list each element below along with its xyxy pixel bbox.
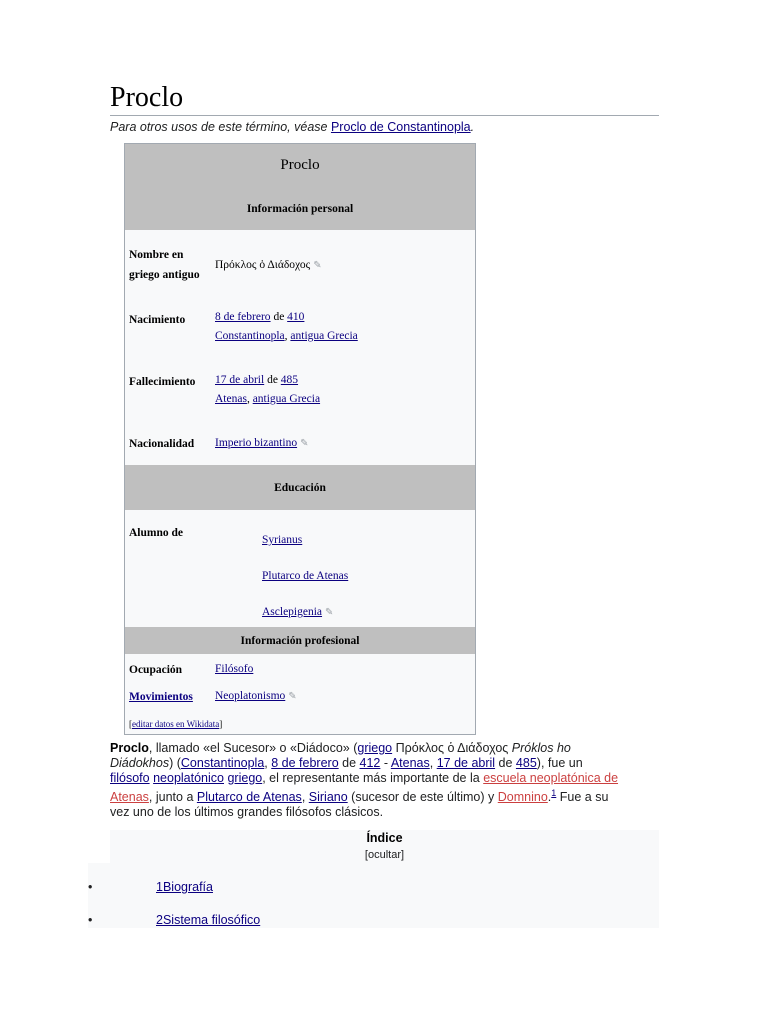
- hatnote: [110, 120, 474, 134]
- toc-link-biografia[interactable]: 1Biografía: [156, 880, 213, 894]
- value-nationality: [215, 434, 308, 453]
- link-domnino[interactable]: Domnino: [497, 790, 548, 805]
- lead-transliteration: Próklos ho Diádokhos: [110, 741, 571, 770]
- pencil-icon[interactable]: ✎: [288, 691, 297, 702]
- lead-text: Fue a su vez uno de los últimos grandes filósofos clásicos.: [110, 790, 609, 820]
- teacher-1[interactable]: [262, 531, 302, 550]
- link-constantinopla[interactable]: Constantinopla: [180, 756, 265, 770]
- birth-date-link[interactable]: 8 de febrero: [215, 311, 271, 323]
- hatnote-link[interactable]: Proclo de Constantinopla: [330, 120, 471, 134]
- lead-text: ,: [429, 756, 437, 770]
- lead-text: , llamado «el Sucesor» o «Diádoco» (: [148, 741, 358, 755]
- value-greek-name: [215, 256, 322, 275]
- value-birth: [215, 308, 358, 346]
- death-place-link[interactable]: Atenas: [215, 393, 247, 405]
- death-date-link[interactable]: 17 de abril: [215, 374, 265, 386]
- lead-text: , el representante más importante de la: [262, 771, 484, 785]
- lead-text: ,: [264, 756, 272, 770]
- teacher-link[interactable]: Syrianus: [262, 534, 303, 546]
- teacher-2[interactable]: [262, 567, 348, 586]
- bullet-icon: •: [88, 913, 93, 927]
- lead-text: , junto a: [148, 790, 197, 805]
- label-occupation: Ocupación: [129, 664, 183, 676]
- lead-text: Πρόκλος ὁ Διάδοχος: [392, 741, 512, 755]
- link-siriano[interactable]: Siriano: [308, 790, 348, 805]
- link-485[interactable]: 485: [515, 756, 537, 770]
- lead-text: ) (: [169, 756, 181, 770]
- link-17-abril[interactable]: 17 de abril: [436, 756, 496, 770]
- lead-bold-name: Proclo: [110, 741, 149, 755]
- lead-text: .: [547, 790, 552, 805]
- birth-de: de: [270, 311, 288, 323]
- reference-1[interactable]: 1: [551, 788, 557, 798]
- lead-text: (sucesor de este último) y: [347, 790, 498, 805]
- pencil-icon[interactable]: ✎: [300, 438, 309, 449]
- death-sep: ,: [246, 393, 253, 405]
- infobox-section-personal: Información personal: [125, 187, 475, 230]
- death-de: de: [264, 374, 281, 386]
- label-death: Fallecimiento: [129, 376, 196, 388]
- link-neoplatonico[interactable]: neoplatónico: [153, 771, 224, 785]
- toc-title: Índice: [366, 831, 403, 845]
- birth-sep: ,: [284, 330, 291, 342]
- lead-text: ,: [301, 790, 309, 805]
- death-year-link[interactable]: 485: [280, 374, 299, 386]
- lead-text: de: [495, 756, 516, 770]
- label-movements[interactable]: [129, 687, 193, 707]
- title-divider: [110, 115, 659, 116]
- toc-toggle[interactable]: [ocultar]: [364, 849, 405, 861]
- label-greek-name-line2: griego antiguo: [129, 269, 200, 281]
- infobox-section-education: Educación: [125, 465, 475, 510]
- lead-text: de: [338, 756, 360, 770]
- link-8-febrero[interactable]: 8 de febrero: [271, 756, 339, 770]
- value-occupation: [215, 660, 253, 679]
- movements-label-link[interactable]: Movimientos: [129, 691, 193, 703]
- link-atenas[interactable]: Atenas: [390, 756, 430, 770]
- label-birth: Nacimiento: [129, 314, 186, 326]
- link-filosofo[interactable]: filósofo: [110, 771, 150, 785]
- teacher-link[interactable]: Asclepigenia: [262, 606, 323, 618]
- lead-text: -: [380, 756, 391, 770]
- pencil-icon[interactable]: ✎: [325, 607, 334, 618]
- wikidata-bracket: ]: [219, 719, 223, 729]
- link-plutarco[interactable]: Plutarco de Atenas: [196, 790, 302, 805]
- greek-name-text: Πρόκλος ὁ Διάδοχος: [215, 259, 311, 271]
- link-griego[interactable]: griego: [357, 741, 393, 755]
- link-escuela-neoplatonica[interactable]: escuela neoplatónica de Atenas: [110, 771, 619, 805]
- pencil-icon[interactable]: ✎: [313, 260, 322, 271]
- infobox: [124, 143, 476, 735]
- toc-link-sistema-filosofico[interactable]: 2Sistema filosófico: [156, 913, 261, 927]
- value-movements: [215, 687, 297, 706]
- movements-link[interactable]: Neoplatonismo: [215, 690, 286, 702]
- wikidata-edit-link[interactable]: editar datos en Wikidata: [132, 719, 220, 729]
- wikidata-edit: [129, 719, 222, 729]
- lead-paragraph: [110, 741, 620, 820]
- bullet-icon: •: [88, 880, 93, 894]
- teacher-link[interactable]: Plutarco de Atenas: [262, 570, 349, 582]
- birth-region-link[interactable]: antigua Grecia: [290, 330, 358, 342]
- lead-text: ), fue un: [536, 756, 583, 770]
- teacher-3[interactable]: [262, 603, 333, 622]
- hatnote-suffix: .: [470, 120, 475, 134]
- nationality-link[interactable]: Imperio bizantino: [215, 437, 298, 449]
- label-greek-name: [129, 245, 200, 285]
- label-greek-name-line1: Nombre en: [129, 249, 184, 261]
- label-nationality: Nacionalidad: [129, 438, 195, 450]
- birth-year-link[interactable]: 410: [287, 311, 305, 323]
- birth-place-link[interactable]: Constantinopla: [215, 330, 285, 342]
- occupation-link[interactable]: Filósofo: [215, 663, 254, 675]
- link-412[interactable]: 412: [359, 756, 381, 770]
- death-region-link[interactable]: antigua Grecia: [252, 393, 321, 405]
- wikidata-bracket: [: [129, 719, 132, 729]
- label-student-of: Alumno de: [129, 527, 183, 539]
- value-death: [215, 371, 320, 409]
- link-griego-2[interactable]: griego: [227, 771, 263, 785]
- page-title: Proclo: [110, 82, 184, 113]
- infobox-section-professional: Información profesional: [125, 627, 475, 654]
- infobox-title: Proclo: [125, 144, 475, 187]
- hatnote-text: Para otros usos de este término, véase: [110, 120, 331, 134]
